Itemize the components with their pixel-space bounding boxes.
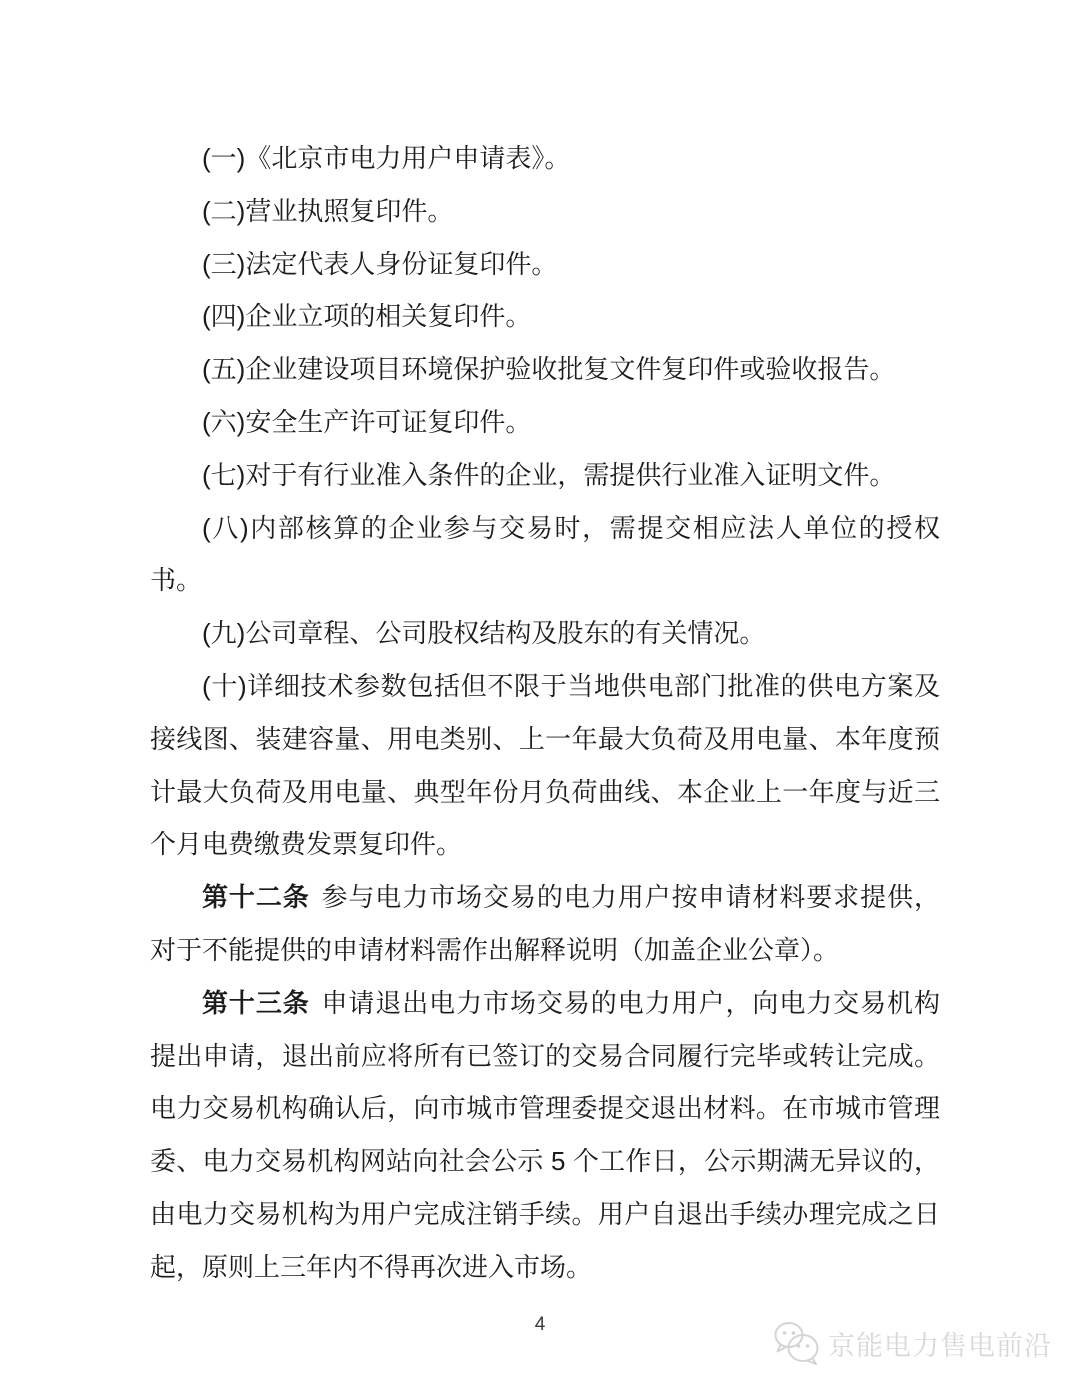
list-item: (六)安全生产许可证复印件。 <box>202 406 532 437</box>
list-item: (一)《北京市电力用户申请表》。 <box>202 143 571 173</box>
list-item: (九)公司章程、公司股权结构及股东的有关情况。 <box>202 618 766 649</box>
article-paragraph-13 <box>150 977 940 1294</box>
watermark <box>771 1320 1052 1366</box>
article-13-label: 第十三条 <box>202 987 310 1018</box>
article-12-text: 参与电力市场交易的电力用户按申请材料要求提供，对于不能提供的申请材料需作出解释说明（加盖企业公章）。 <box>150 882 940 965</box>
list-item: (四)企业立项的相关复印件。 <box>202 301 532 332</box>
article-12-label: 第十二条 <box>202 882 310 913</box>
list-item: (二)营业执照复印件。 <box>202 195 454 226</box>
list-item: (八)内部核算的企业参与交易时，需提交相应法人单位的授权书。 <box>150 512 940 596</box>
list-item: (十)详细技术参数包括但不限于当地供电部门批准的供电方案及接线图、装建容量、用电类别、上一年最大负荷及用电量、本年度预计最大负荷及用电量、典型年份月负荷曲线、本企业上一年度与近三个月电费缴费发票复印件。 <box>150 670 940 860</box>
watermark-text: 京能电力售电前沿 <box>828 1330 1052 1361</box>
document-body <box>150 132 940 1294</box>
list-item: (三)法定代表人身份证复印件。 <box>202 248 558 279</box>
article-13-text: 申请退出电力市场交易的电力用户，向电力交易机构提出申请，退出前应将所有已签订的交易合同履行完毕或转让完成。电力交易机构确认后，向市城市管理委提交退出材料。在市城市管理委、电力交易机构网站向社会公示 5 个工作日，公示期满无异议的，由电力交易机构为用户完成注销手续。用户自退出手续办理完成之日起，原则上三年内不得再次进入市场。 <box>150 987 940 1282</box>
list-item: (五)企业建设项目环境保护验收批复文件复印件或验收报告。 <box>202 354 896 385</box>
list-item: (七)对于有行业准入条件的企业，需提供行业准入证明文件。 <box>202 459 896 490</box>
wechat-icon <box>771 1320 821 1366</box>
page-number: 4 <box>534 1314 546 1335</box>
article-paragraph-12 <box>150 871 940 977</box>
